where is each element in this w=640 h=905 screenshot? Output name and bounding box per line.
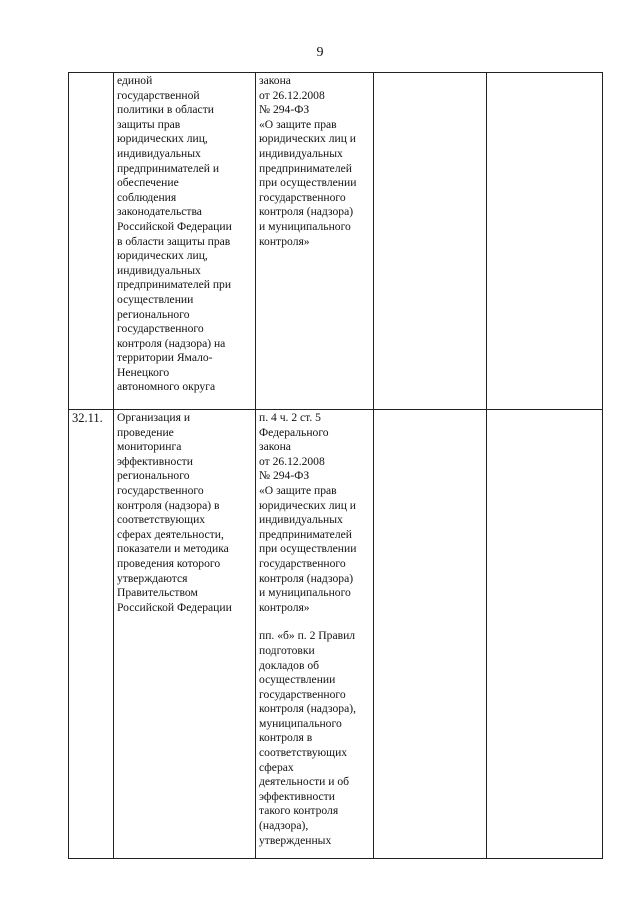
activity-text: единой государственной политики в области защиты прав юридических лиц, индивидуальных предпринимателей и обеспечение соблюдения законодательства Российской Федерации в области защиты прав юридических лиц, индивидуальных предпринимателей при осуществлении регионального государственного контроля (надзора) на территории Ямало- Ненецкого автономного округа xyxy=(117,74,232,394)
column-4-cell xyxy=(374,73,487,410)
basis-text: п. 4 ч. 2 ст. 5 Федерального закона от 26.12.2008 № 294-ФЗ «О защите прав юридических лиц и индивидуальных предпринимателей при осуществлении государственного контроля (надзора) и муниципального контроля» xyxy=(259,411,357,614)
document-table xyxy=(68,72,603,859)
paragraph-gap xyxy=(259,615,370,629)
basis-cell xyxy=(256,410,374,859)
table-row xyxy=(69,73,603,410)
page-number: 9 xyxy=(316,45,324,60)
activity-text: Организация и проведение мониторинга эффективности регионального государственного контроля (надзора) в соответствующих сферах деятельности, показатели и методика проведения которого утверждаются Правительством Российской Федерации xyxy=(117,411,232,614)
activity-cell xyxy=(114,73,256,410)
row-number-cell xyxy=(69,73,114,410)
basis-text: закона от 26.12.2008 № 294-ФЗ «О защите прав юридических лиц и индивидуальных предпринимателей при осуществлении государственного контроля (надзора) и муниципального контроля» xyxy=(259,74,357,248)
table-row xyxy=(69,410,603,859)
basis-cell xyxy=(256,73,374,410)
column-5-cell xyxy=(487,410,603,859)
row-number-cell xyxy=(69,410,114,859)
row-number: 32.11. xyxy=(72,411,103,425)
activity-cell xyxy=(114,410,256,859)
column-4-cell xyxy=(374,410,487,859)
column-5-cell xyxy=(487,73,603,410)
basis-extra-text: пп. «б» п. 2 Правил подготовки докладов об осуществлении государственного контроля (надзора), муниципального контроля в соответствующих сферах деятельности и об эффективности такого контроля (надзора), утвержденных xyxy=(259,629,356,847)
